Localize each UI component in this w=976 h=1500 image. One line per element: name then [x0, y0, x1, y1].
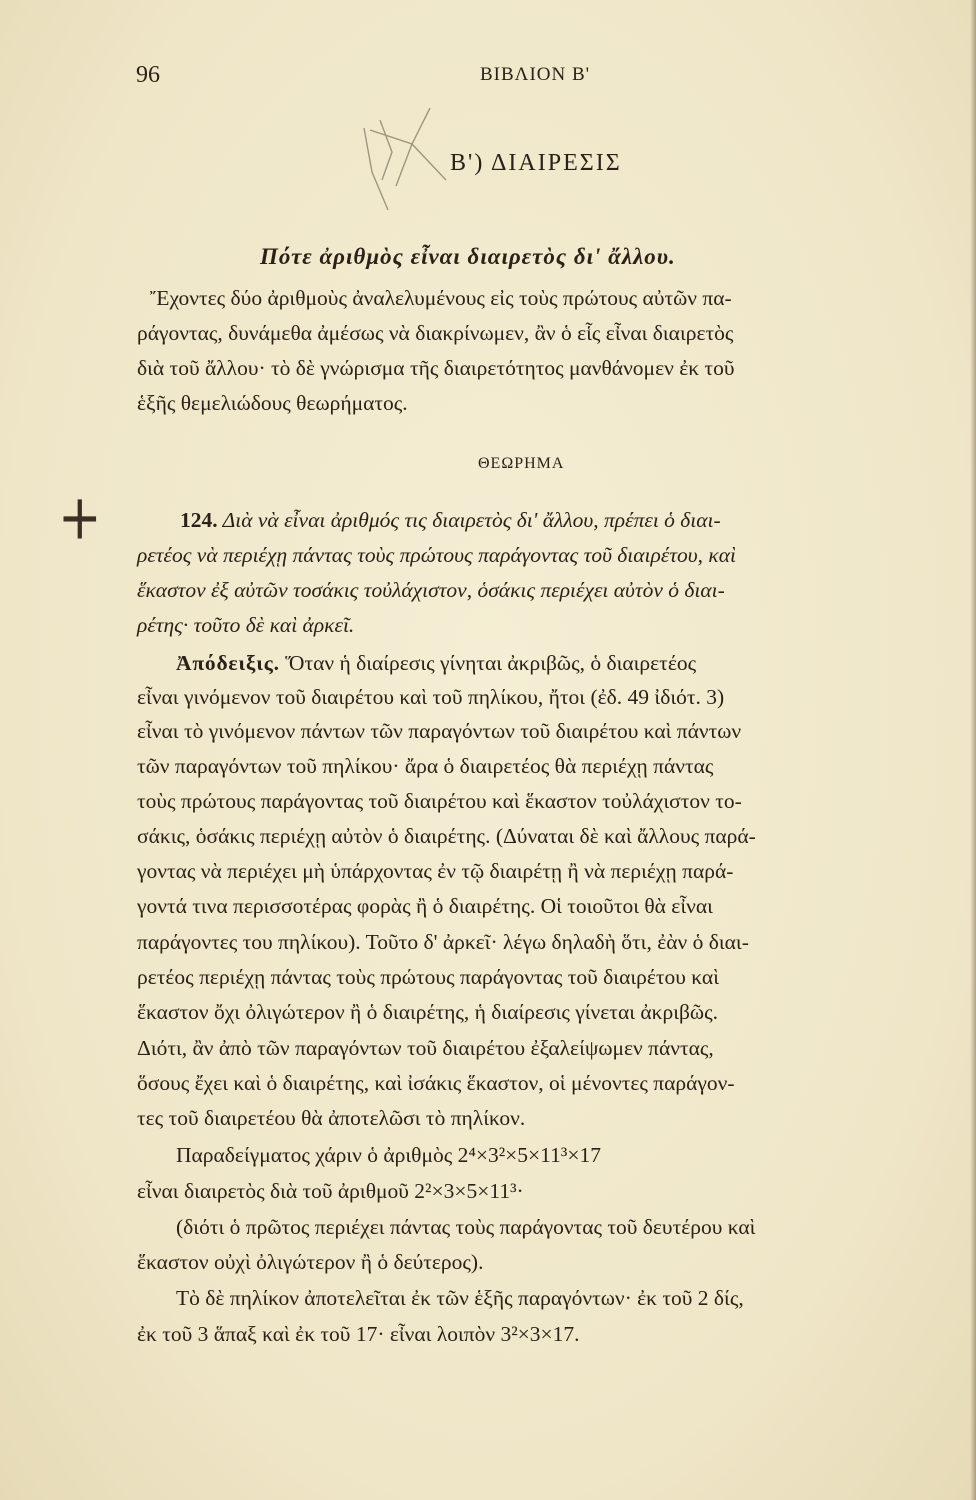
proof-line: παράγοντες του πηλίκου). Τοῦτο δ' ἀρκεῖ· λέγω δηλαδὴ ὅτι, ἐὰν ὁ διαι-	[137, 930, 749, 954]
theorem-label: ΘΕΩΡΗΜΑ	[478, 455, 565, 472]
proof-line: ἕκαστον ὄχι ὀλιγώτερον ἢ ὁ διαιρέτης, ἡ διαίρεσις γίνεται ἀκριβῶς.	[137, 1000, 718, 1024]
intro-line: διὰ τοῦ ἄλλου· τὸ δὲ γνώρισμα τῆς διαιρετότητος μανθάνομεν ἐκ τοῦ	[137, 356, 735, 380]
theorem-number: 124.	[180, 508, 218, 532]
pencil-mark-icon	[352, 90, 462, 270]
page-number: 96	[136, 62, 160, 88]
proof-line: ὅσους ἔχει καὶ ὁ διαιρέτης, καὶ ἰσάκις ἕκαστον, οἱ μένοντες παράγον-	[137, 1071, 735, 1095]
proof-text: Ὅταν ἡ διαίρεσις γίνηται ἀκριβῶς, ὁ διαιρετέος	[279, 651, 697, 675]
example-line: (διότι ὁ πρῶτος περιέχει πάντας τοὺς παράγοντας τοῦ δευτέρου καὶ	[176, 1215, 756, 1239]
proof-line: σάκις, ὁσάκις περιέχῃ αὐτὸν ὁ διαιρέτης. (Δύναται δὲ καὶ ἄλλους παρά-	[137, 824, 756, 848]
intro-line: Ἔχοντες δύο ἀριθμοὺς ἀναλελυμένους εἰς τοὺς πρώτους αὐτῶν πα-	[150, 286, 732, 310]
example-line: Παραδείγματος χάριν ὁ ἀριθμὸς 2⁴×3²×5×11³×17	[176, 1143, 601, 1167]
example-line: εἶναι διαιρετὸς διὰ τοῦ ἀριθμοῦ 2²×3×5×11³·	[137, 1179, 524, 1203]
running-head: ΒΙΒΛΙΟΝ Β'	[480, 64, 591, 85]
intro-line: ράγοντας, δυνάμεθα ἀμέσως νὰ διακρίνωμεν, ἂν ὁ εἷς εἶναι διαιρετὸς	[137, 321, 734, 345]
proof-line: τες τοῦ διαιρετέου θὰ ἀποτελῶσι τὸ πηλίκον.	[137, 1106, 526, 1130]
theorem-line: ρετέος νὰ περιέχῃ πάντας τοὺς πρώτους παράγοντας τοῦ διαιρέτου, καὶ	[137, 543, 736, 567]
proof-line: εἶναι γινόμενον τοῦ διαιρέτου καὶ τοῦ πηλίκου, ἤτοι (ἐδ. 49 ἰδιότ. 3)	[137, 685, 725, 709]
proof-first-line	[176, 648, 696, 678]
section-subheading: Πότε ἀριθμὸς εἶναι διαιρετὸς δι' ἄλλου.	[260, 244, 676, 269]
example-line: ἕκαστον οὐχὶ ὀλιγώτερον ἢ ὁ δεύτερος).	[137, 1250, 484, 1274]
theorem-text: Διὰ νὰ εἶναι ἀριθμός τις διαιρετὸς δι' ἄλλου, πρέπει ὁ διαι-	[222, 508, 721, 532]
proof-line: εἶναι τὸ γινόμενον πάντων τῶν παραγόντων τοῦ διαιρέτου καὶ πάντων	[137, 719, 742, 743]
margin-cross-icon: +	[58, 482, 102, 554]
theorem-line: ἕκαστον ἐξ αὐτῶν τοσάκις τοὐλάχιστον, ὁσάκις περιέχει αὐτὸν ὁ διαι-	[137, 578, 725, 602]
theorem-line: ρέτης· τοῦτο δὲ καὶ ἀρκεῖ.	[137, 613, 355, 637]
example-line: ἐκ τοῦ 3 ἅπαξ καὶ ἐκ τοῦ 17· εἶναι λοιπὸν 3²×3×17.	[137, 1322, 580, 1346]
page-edge	[970, 0, 976, 1500]
proof-line: γοντας νὰ περιέχει μὴ ὑπάρχοντας ἐν τῷ διαιρέτῃ ἢ νὰ περιέχῃ παρά-	[137, 859, 734, 883]
proof-line: τοὺς πρώτους παράγοντας τοῦ διαιρέτου καὶ ἕκαστον τοὐλάχιστον το-	[137, 789, 742, 813]
proof-label: Ἀπόδειξις.	[176, 651, 280, 675]
proof-line: τῶν παραγόντων τοῦ πηλίκου· ἄρα ὁ διαιρετέος θὰ περιέχῃ πάντας	[137, 754, 714, 778]
section-heading: Β') ΔΙΑΙΡΕΣΙΣ	[450, 150, 622, 176]
proof-line: γοντά τινα περισσοτέρας φορὰς ἢ ὁ διαιρέτης. Οἱ τοιοῦτοι θὰ εἶναι	[137, 894, 713, 918]
example-line: Τὸ δὲ πηλίκον ἀποτελεῖται ἐκ τῶν ἑξῆς παραγόντων· ἐκ τοῦ 2 δίς,	[176, 1286, 744, 1310]
intro-line: ἑξῆς θεμελιώδους θεωρήματος.	[137, 391, 408, 415]
theorem-line	[180, 505, 721, 535]
proof-line: Διότι, ἂν ἀπὸ τῶν παραγόντων τοῦ διαιρέτου ἐξαλείψωμεν πάντας,	[137, 1036, 714, 1060]
proof-line: ρετέος περιέχῃ πάντας τοὺς πρώτους παράγοντας τοῦ διαιρέτου καὶ	[137, 965, 719, 989]
